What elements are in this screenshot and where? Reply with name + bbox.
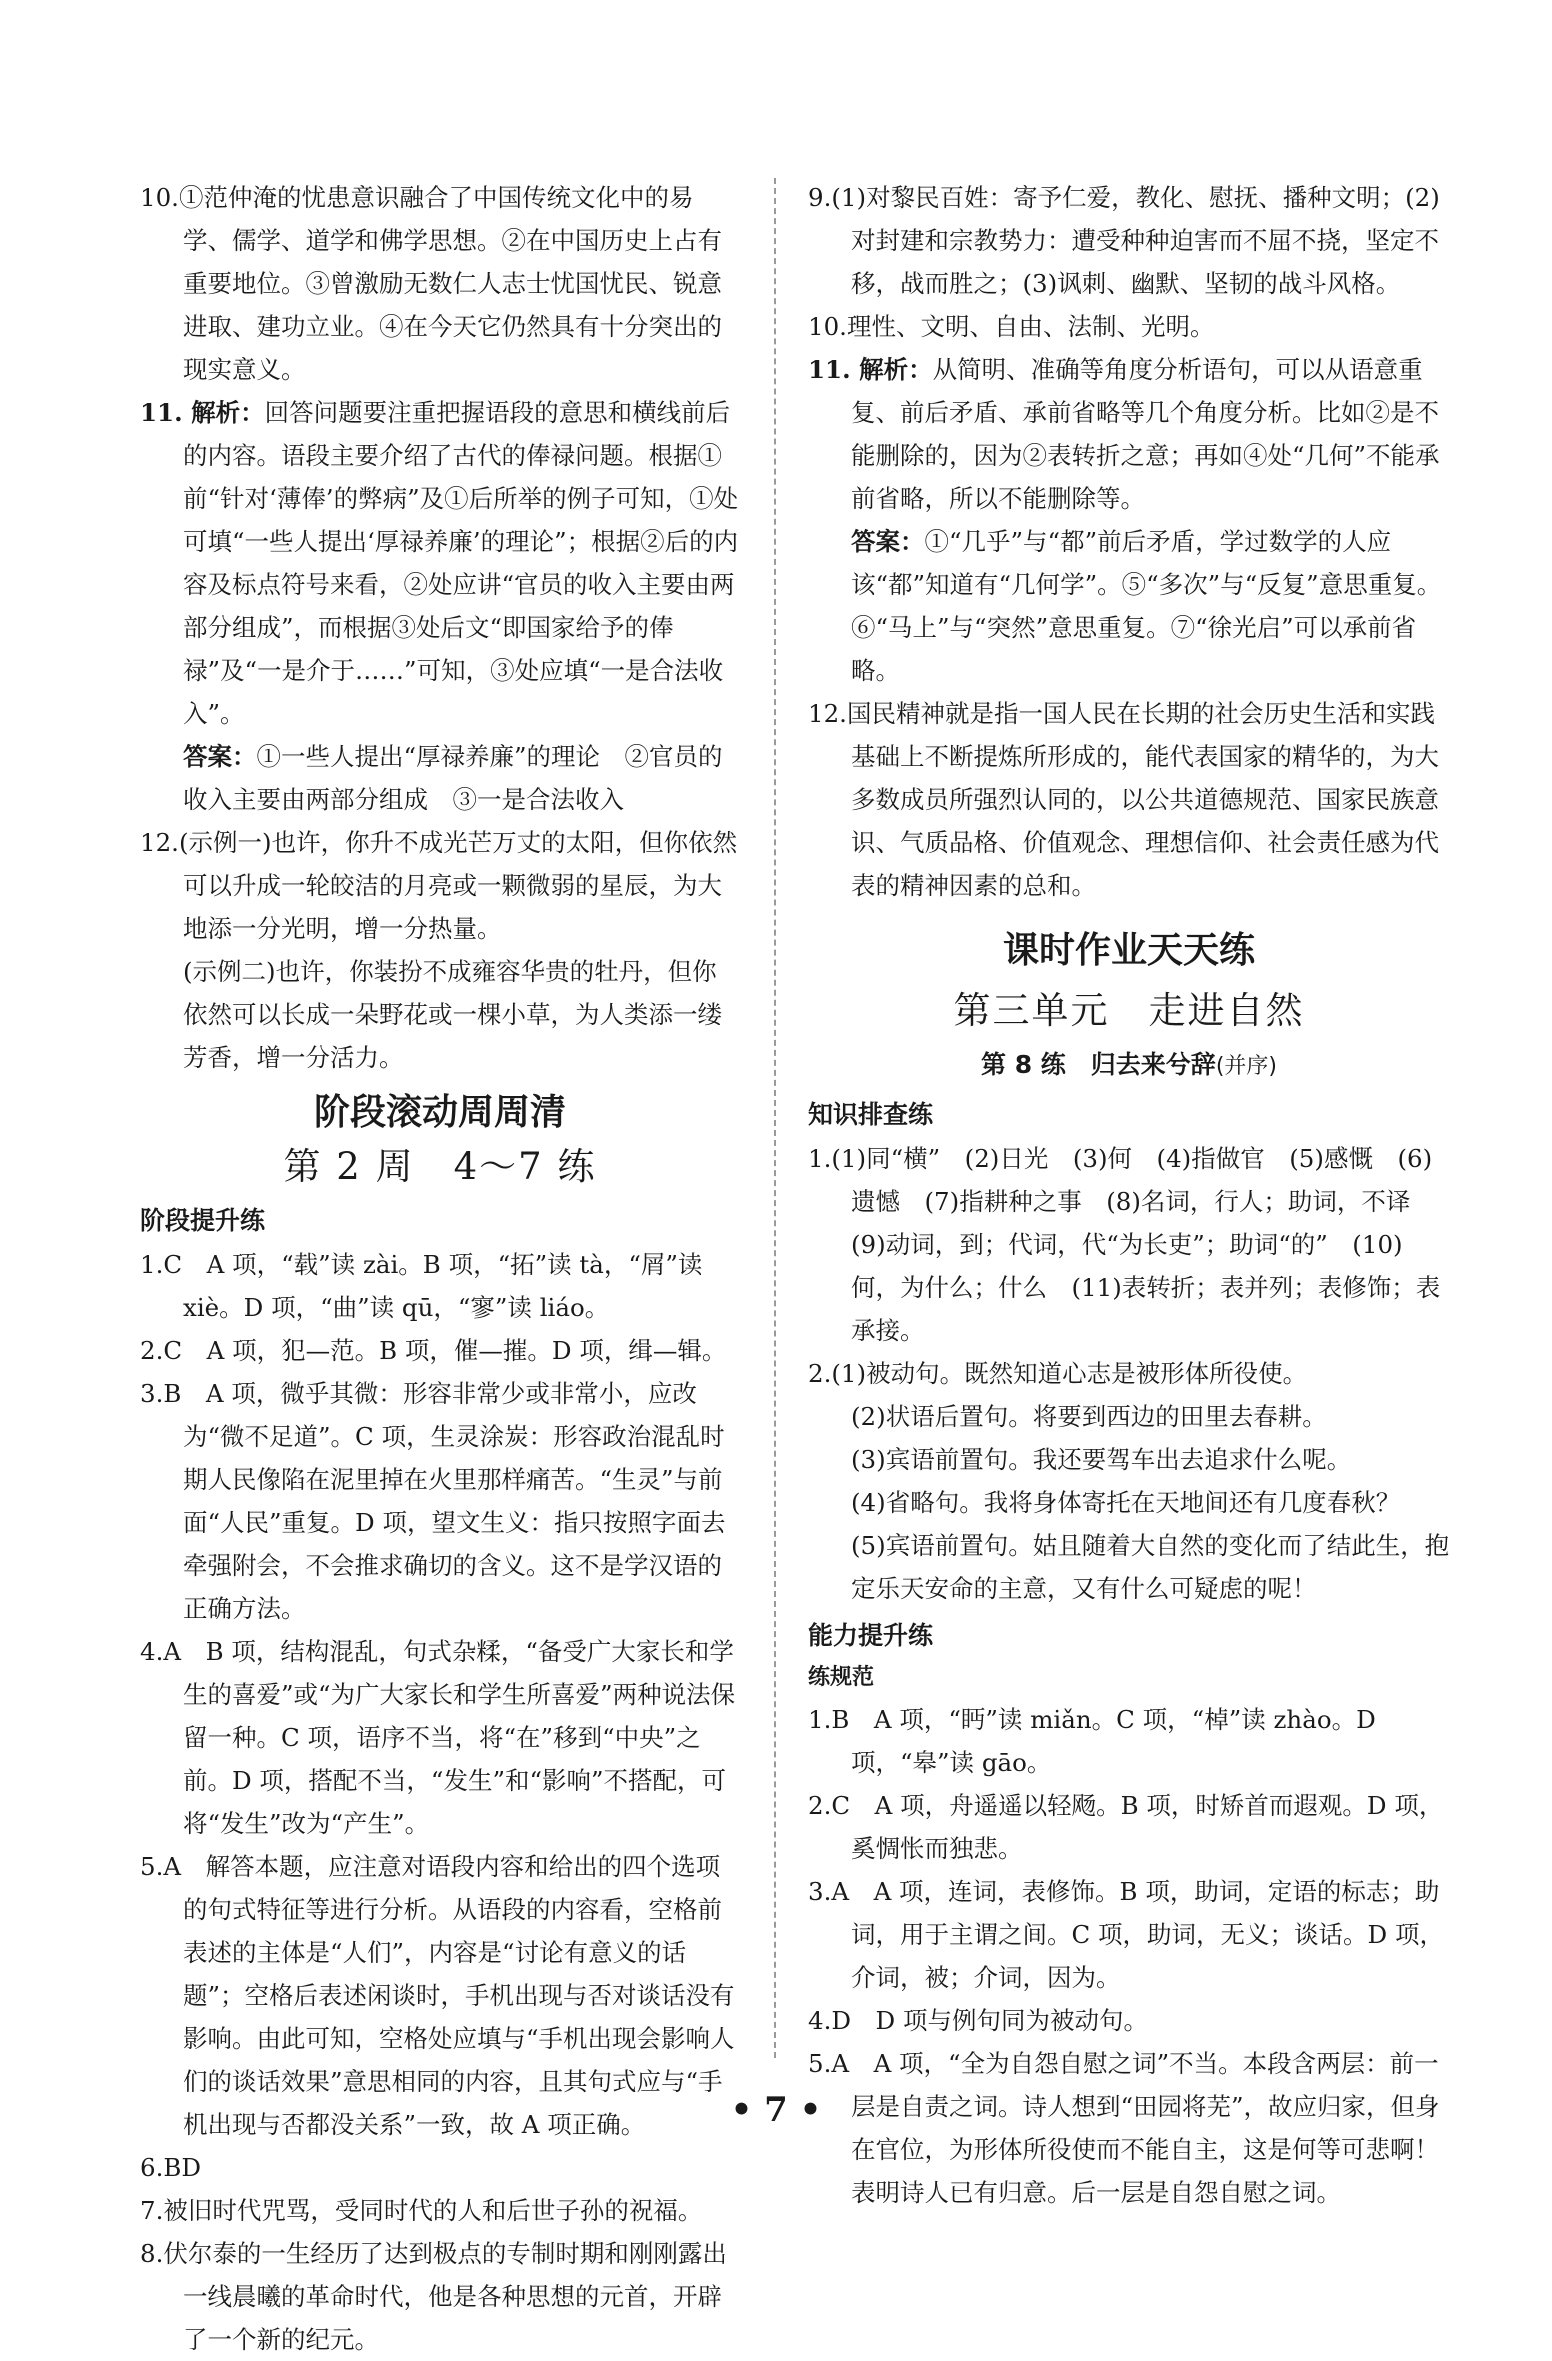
ability-3: 3.A A 项，连词，表修饰。B 项，助词，定语的标志；助词，用于主谓之间。C 项，助词，无义；谈话。D 项，介词，被；介词，因为。 [808,1877,1444,1992]
answer-5: 5.A 解答本题，应注意对语段内容和给出的四个选项的句式特征等进行分析。从语段的内容看，空格前表述的主体是“人们”，内容是“讨论有意义的话题”；空格后表述闲谈时，手机出现与否对谈话没有影响。由此可知，空格处应填与“手机出现会影响人们的谈话效果”意思相同的内容，且其句式应与“手机出现与否都没关系”一致，故 A 项正确。 [140,1852,735,2139]
answer-12: 12.(示例一)也许，你升不成光芒万丈的太阳，但你依然可以升成一轮皎洁的月亮或一颗微弱的星辰，为大地添一分光明，增一分热量。 [140,828,738,943]
answer-text: ①一些人提出“厚禄养廉”的理论 ②官员的收入主要由两部分组成 ③一是合法收入 [183,742,723,814]
answer-8: 8.伏尔泰的一生经历了达到极点的专制时期和刚刚露出一线晨曦的革命时代，他是各种思想的元首，开辟了一个新的纪元。 [140,2239,727,2354]
answer-9: 9.(1)对黎民百姓：寄予仁爱，教化、慰抚、播种文明；(2)对封建和宗教势力：遭受种种迫害而不屈不挠，坚定不移，战而胜之；(3)讽刺、幽默、坚韧的战斗风格。 [808,183,1440,298]
answer-10: 10.理性、文明、自由、法制、光明。 [808,312,1215,341]
subsection-heading: 知识排查练 [808,1100,934,1129]
knowledge-2-2: (2)状语后置句。将要到西边的田里去春耕。 [851,1402,1327,1431]
page-number: • 7 • [730,2090,822,2130]
answer-12: 12.国民精神就是指一国人民在长期的社会历史生活和实践基础上不断提炼所形成的，能代表国家的精华的，为大多数成员所强烈认同的，以公共道德规范、国家民族意识、气质品格、价值观念、理想信仰、社会责任感为代表的精神因素的总和。 [808,699,1439,900]
answer-1: 1.C A 项，“载”读 zài。B 项，“拓”读 tà，“屑”读 xiè。D 项，“曲”读 qū，“寥”读 liáo。 [140,1250,703,1322]
answer-7: 7.被旧时代咒骂，受同时代的人和后世子孙的祝福。 [140,2196,703,2225]
answer-text: ①“几乎”与“都”前后矛盾，学过数学的人应该“都”知道有“几何学”。⑤“多次”与“反复”意思重复。⑥“马上”与“突然”意思重复。⑦“徐光启”可以承前省略。 [851,527,1442,685]
knowledge-2-3: (3)宾语前置句。我还要驾车出去追求什么呢。 [851,1445,1352,1474]
subsection-heading: 能力提升练 [808,1621,934,1650]
analysis-text: 从简明、准确等角度分析语句，可以从语意重复、前后矛盾、承前省略等几个角度分析。比如②是不能删除的，因为②表转折之意；再如④处“几何”不能承前省略，所以不能删除等。 [851,355,1440,513]
analysis-text: 回答问题要注重把握语段的意思和横线前后的内容。语段主要介绍了古代的俸禄问题。根据①前“针对‘薄俸’的弊病”及①后所举的例子可知，①处可填“一些人提出‘厚禄养廉’的理论”；根据②后的内容及标点符号来看，②处应讲“官员的收入主要由两部分组成”，而根据③处后文“即国家给予的俸禄”及“一是介于……”可知，③处应填“一是合法收入”。 [183,398,739,728]
answer-11 [140,391,740,735]
answer-11-key [140,735,740,821]
section-subtitle: 第 2 周 4～7 练 [283,1145,597,1188]
answer-label: 答案： [851,527,925,556]
answer-3: 3.B A 项，微乎其微：形容非常少或非常小，应改为“微不足道”。C 项，生灵涂炭：形容政治混乱时期人民像陷在泥里掉在火里那样痛苦。“生灵”与前面“人民”重复。D 项，望文生义：指只按照字面去牵强附会，不会推求确切的含义。这不是学汉语的正确方法。 [140,1379,726,1623]
lesson-name: 第 8 练 归去来兮辞 [981,1050,1216,1079]
left-column [140,176,740,2361]
unit-title: 第三单元 走进自然 [953,989,1305,1032]
answer-10: 10.①范仲淹的忧患意识融合了中国传统文化中的易学、儒学、道学和佛学思想。②在中国历史上占有重要地位。③曾激励无数仁人志士忧国忧民、锐意进取、建功立业。④在今天它仍然具有十分突出的现实意义。 [140,183,722,384]
ability-2: 2.C A 项，舟遥遥以轻飏。B 项，时矫首而遐观。D 项，奚惆怅而独悲。 [808,1791,1444,1863]
answer-11-key [808,520,1450,692]
section-title: 阶段滚动周周清 [313,1092,566,1133]
subsection-heading: 阶段提升练 [140,1206,266,1235]
answer-12-example-2: (示例二)也许，你装扮不成雍容华贵的牡丹，但你依然可以长成一朵野花或一棵小草，为人类添一缕芳香，增一分活力。 [183,957,722,1072]
answer-label: 答案： [183,742,257,771]
column-divider [774,178,776,2058]
knowledge-1: 1.(1)同“横” (2)日光 (3)何 (4)指做官 (5)感慨 (6)遗憾 (7)指耕种之事 (8)名词，行人；助词，不译 (9)动词，到；代词，代“为长吏”；助词“的” (10)何，为什么；什么 (11)表转折；表并列；表修饰；表承接。 [808,1144,1441,1345]
answer-2: 2.C A 项，犯—范。B 项，催—摧。D 项，缉—辑。 [140,1336,727,1365]
ability-5: 5.A A 项，“全为自怨自慰之词”不当。本段含两层：前一层是自责之词。诗人想到“田园将芜”，故应归家，但身在官位，为形体所役使而不能自主，这是何等可悲啊！表明诗人已有归意。后一层是自怨自慰之词。 [808,2049,1440,2207]
sub-subsection-heading: 练规范 [808,1665,875,1690]
ability-4: 4.D D 项与例句同为被动句。 [808,2006,1148,2035]
right-column [808,176,1450,2214]
knowledge-2-4: (4)省略句。我将身体寄托在天地间还有几度春秋？ [851,1488,1401,1517]
knowledge-2-5: (5)宾语前置句。姑且随着大自然的变化而了结此生，抱定乐天安命的主意，又有什么可疑虑的呢！ [851,1531,1450,1603]
answer-6: 6.BD [140,2153,202,2182]
lesson-note: (并序) [1215,1054,1277,1079]
lesson-title [808,1043,1450,1089]
ability-1: 1.B A 项，“眄”读 miǎn。C 项，“棹”读 zhào。D 项，“皋”读 gāo。 [808,1705,1376,1777]
answer-11 [808,348,1450,520]
analysis-label: 11. 解析： [140,398,265,427]
analysis-label: 11. 解析： [808,355,933,384]
section-title: 课时作业天天练 [1002,930,1255,971]
knowledge-2: 2.(1)被动句。既然知道心志是被形体所役使。 [808,1359,1308,1388]
answer-4: 4.A B 项，结构混乱，句式杂糅，“备受广大家长和学生的喜爱”或“为广大家长和学生所喜爱”两种说法保留一种。C 项，语序不当，将“在”移到“中央”之前。D 项，搭配不当，“发生”和“影响”不搭配，可将“发生”改为“产生”。 [140,1637,736,1838]
